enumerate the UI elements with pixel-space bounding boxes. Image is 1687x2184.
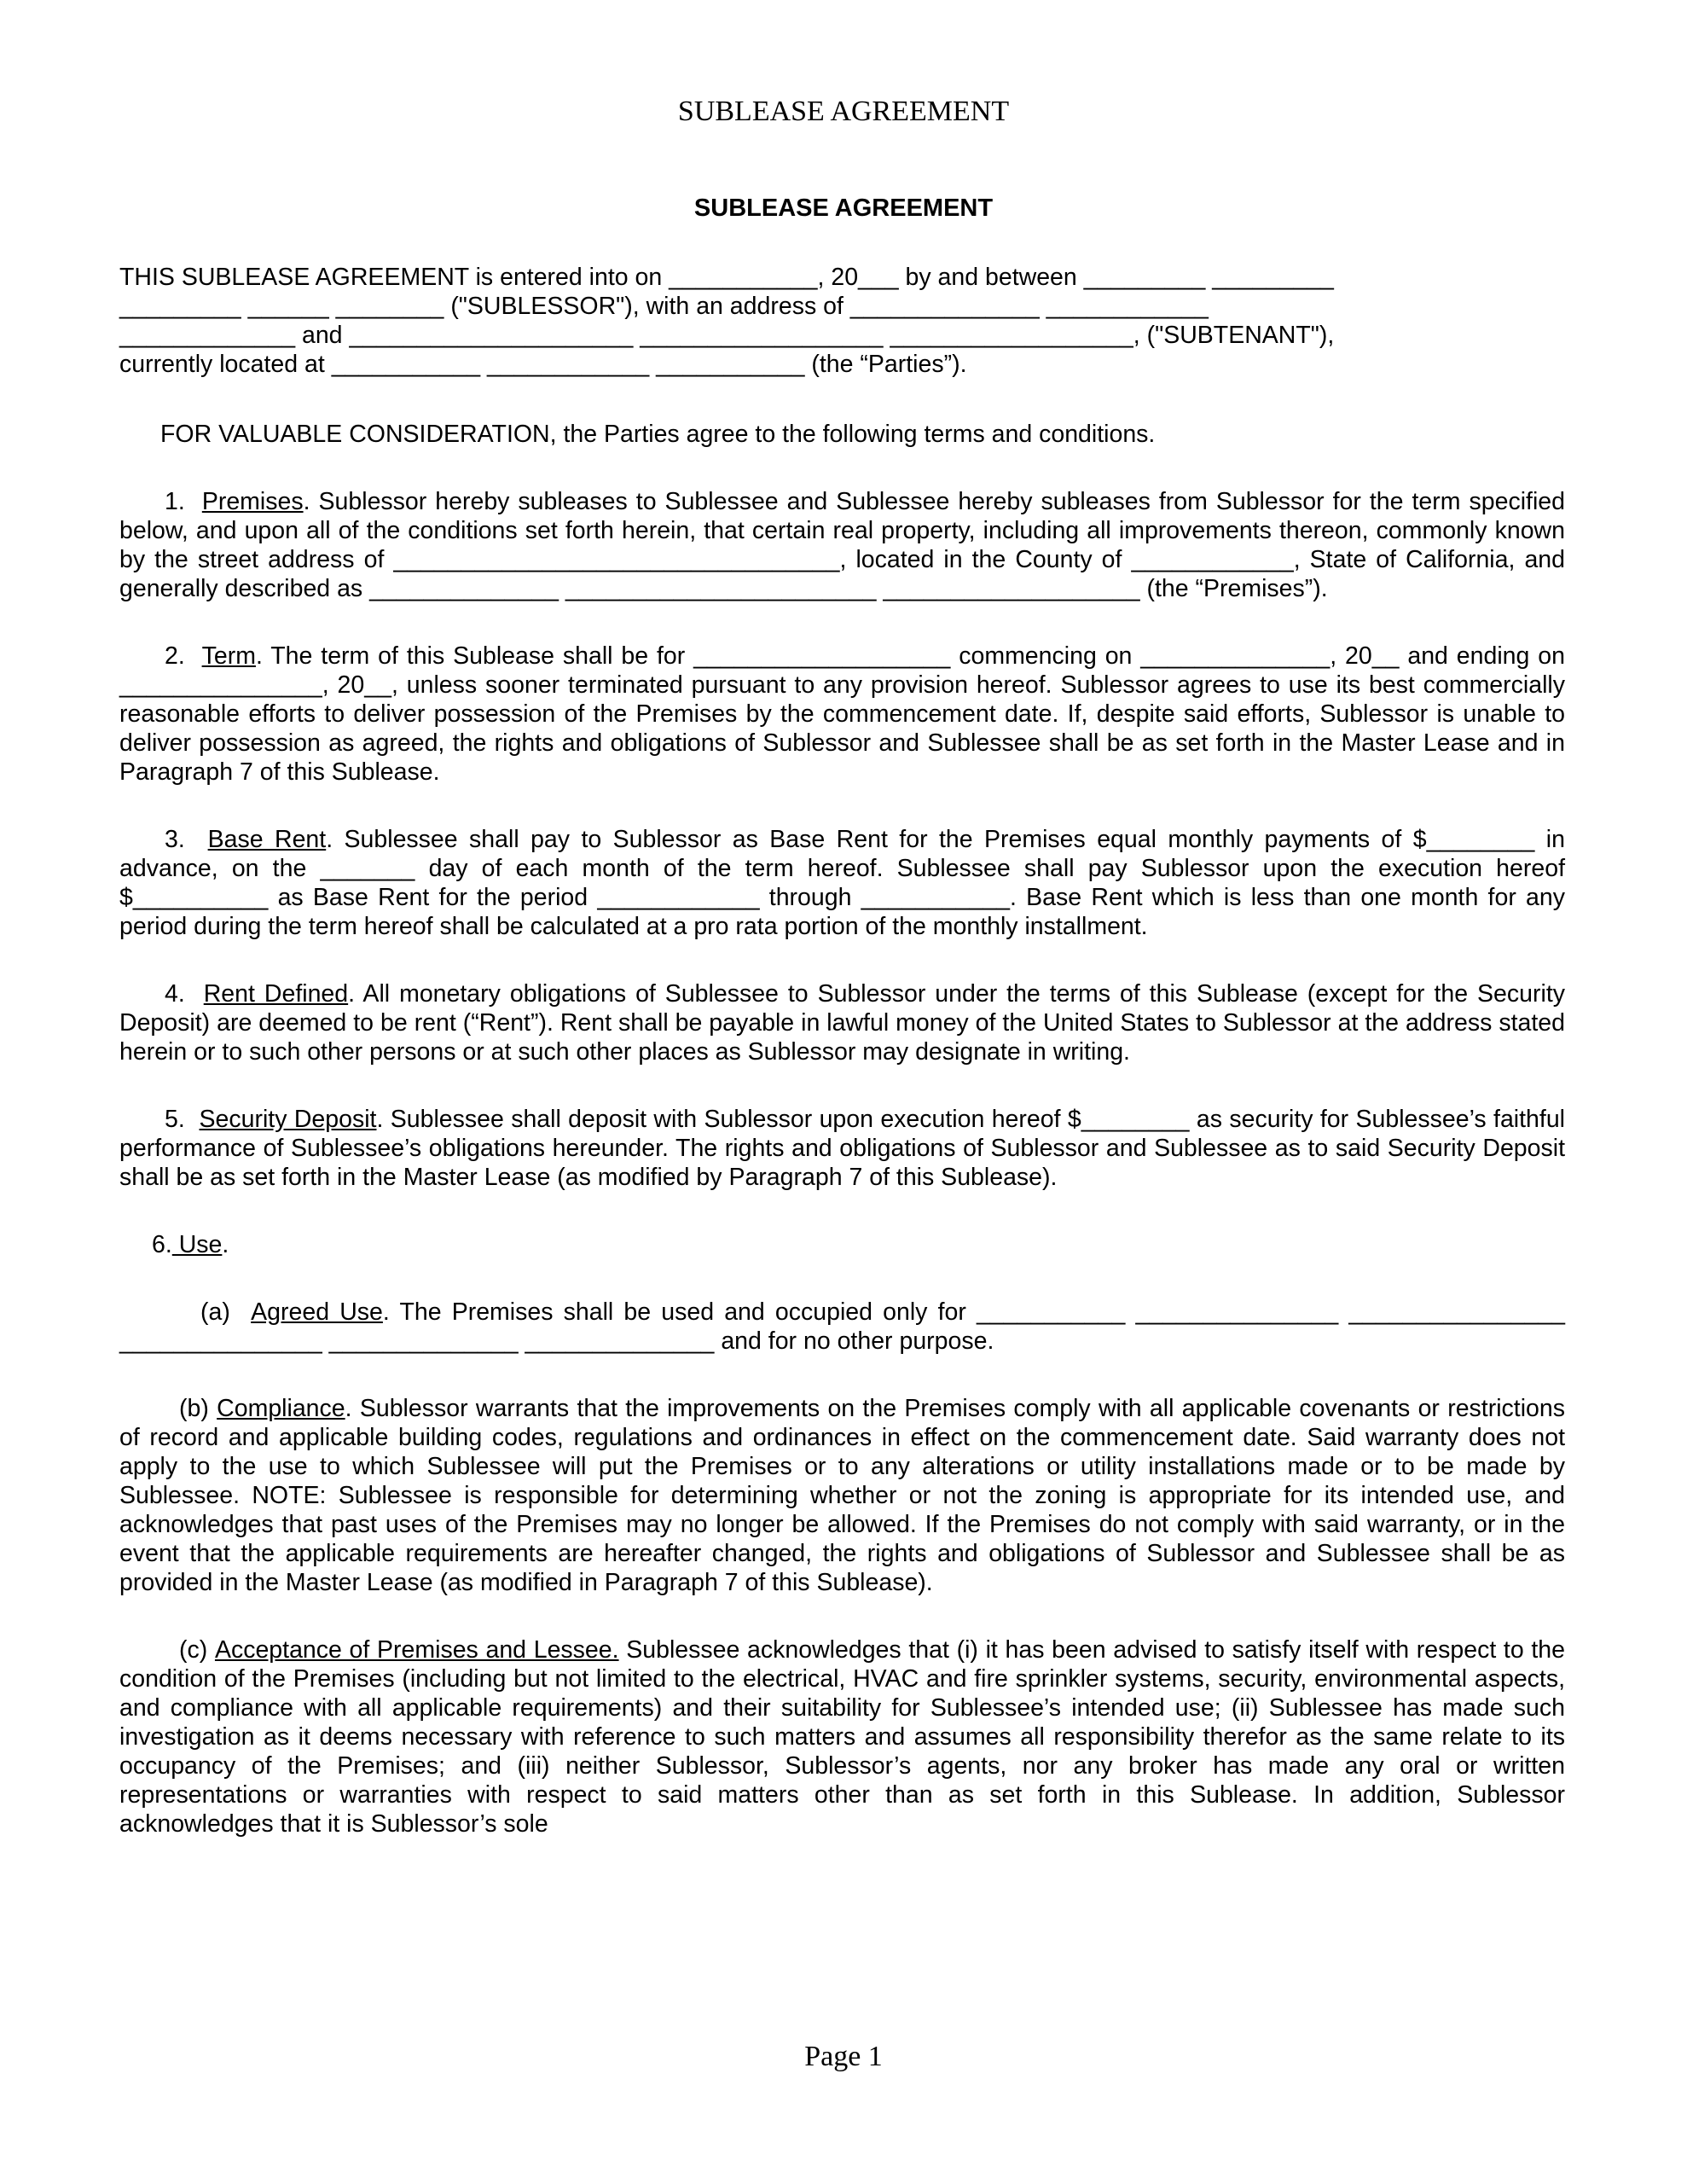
subsection-compliance — [119, 1394, 1565, 1597]
subsection-acceptance — [119, 1635, 1565, 1838]
section-text: . All monetary obligations of Sublessee to Sublessor under the terms of this Sublease (except for the Security Deposit) are deemed to be rent (“Rent”). Rent shall be payable in lawful money of the United States to Sublessor at the address stated herein or to such other persons or at such other places as Sublessor may designate in writing. — [119, 980, 1565, 1066]
subsection-text: . Sublessor warrants that the improvements on the Premises comply with all applicable covenants or restrictions of record and applicable building codes, regulations and ordinances in effect on the commencement date. Said warranty does not apply to the use to which Sublessee will put the Premises or to any alterations or utility installations made or to be made by Sublessee. NOTE: Sublessee is responsible for determining whether or not the zoning is appropriate for its intended use, and acknowledges that past uses of the Premises may no longer be allowed. If the Premises do not comply with said warranty, or in the event that the applicable requirements are hereafter changed, the rights and obligations of Sublessor and Sublessee shall be as provided in the Master Lease (as modified in Paragraph 7 of this Sublease). — [119, 1395, 1565, 1596]
subsection-heading: Compliance — [217, 1395, 345, 1422]
subsection-heading: Agreed Use — [251, 1298, 383, 1326]
section-number: 3. — [165, 826, 185, 853]
subsection-text: Sublessee acknowledges that (i) it has been advised to satisfy itself with respect to the condition of the Premises (including but not limited to the electrical, HVAC and fire sprinkler systems, security, environmental aspects, and compliance with all applicable requirements) and their suitability for Sublessee’s intended use; (ii) Sublessee has made such investigation as it deems necessary with reference to such matters and assumes all responsibility therefor as the same relate to its occupancy of the Premises; and (iii) neither Sublessor, Sublessor’s agents, nor any broker has made any oral or written representations or warranties with respect to said matters other than as set forth in this Sublease. In addition, Sublessor acknowledges that it is Sublessor’s sole — [119, 1636, 1566, 1838]
section-number: 4. — [165, 980, 185, 1008]
section-heading: Use — [171, 1231, 223, 1258]
section-number: 6. — [152, 1231, 172, 1258]
subsection-heading: Acceptance of Premises and Lessee. — [214, 1636, 619, 1664]
consideration-paragraph: FOR VALUABLE CONSIDERATION, the Parties agree to the following terms and conditions. — [160, 421, 1156, 448]
section-rent-defined — [119, 979, 1565, 1066]
intro-line-4: currently located at ___________ ____________ ___________ (the “Parties”). — [119, 351, 967, 378]
section-text: . The term of this Sublease shall be for ___________________ commencing on ______________, 20__ and ending on _______________, 20__, unless sooner terminated pursuant to any provision hereof. Sublessor agrees to use its best commercially reasonable efforts to deliver possession of the Premises by the commencement date. If, despite said efforts, Sublessor is unable to deliver possession as agreed, the rights and obligations of Sublessor and Sublessee shall be as set forth in the Master Lease and in Paragraph 7 of this Sublease. — [119, 642, 1565, 786]
section-heading: Premises — [201, 488, 304, 515]
section-premises — [119, 487, 1565, 603]
page-number: Page 1 — [804, 2041, 883, 2072]
section-heading: Rent Defined — [203, 980, 349, 1008]
section-text: . Sublessee shall pay to Sublessor as Base Rent for the Premises equal monthly payments of $________ in advance, on the _______ day of each month of the term hereof. Sublessee shall pay Sublessor upon the execution hereof $__________ as Base Rent for the period ____________ through ___________. Base Rent which is less than one month for any period during the term hereof shall be calculated at a pro rata portion of the monthly installment. — [119, 826, 1565, 940]
section-text: . — [222, 1231, 229, 1258]
section-use — [119, 1230, 1565, 1259]
document-title: SUBLEASE AGREEMENT — [693, 195, 994, 222]
subsection-number: (a) — [200, 1298, 230, 1326]
subsection-number: (c) — [179, 1636, 208, 1664]
section-heading: Base Rent — [207, 826, 327, 853]
section-number: 1. — [165, 488, 185, 515]
subsection-number: (b) — [179, 1395, 209, 1422]
document-body — [119, 263, 1565, 1838]
section-heading: Security Deposit — [199, 1106, 377, 1133]
section-heading: Term — [201, 642, 256, 670]
section-base-rent — [119, 825, 1565, 941]
section-number: 5. — [165, 1106, 185, 1133]
section-security-deposit — [119, 1105, 1565, 1192]
intro-line-2: _________ ______ ________ ("SUBLESSOR"), with an address of ______________ ____________ — [119, 293, 1209, 320]
subsection-agreed-use — [119, 1298, 1565, 1356]
section-term — [119, 642, 1565, 787]
intro-line-1: THIS SUBLEASE AGREEMENT is entered into on ___________, 20___ by and between _________ _________ — [119, 264, 1334, 291]
intro-line-3: _____________ and _____________________ __________________ __________________, ("SUBTENANT"), — [119, 322, 1335, 349]
subsection-text: . The Premises shall be used and occupied only for ___________ _______________ ________________ _______________ ______________ ______________ and for no other purpose. — [119, 1298, 1565, 1355]
section-number: 2. — [165, 642, 185, 670]
intro-paragraph — [119, 263, 1565, 379]
section-text: . Sublessor hereby subleases to Sublessee and Sublessee hereby subleases from Sublessor for the term specified below, and upon all of the conditions set forth herein, that certain real property, including all improvements thereon, commonly known by the street address of _________________________________, located in the County of ____________, State of California, and generally described as ______________ _______________________ ___________________ (the “Premises”). — [119, 488, 1565, 602]
running-header: SUBLEASE AGREEMENT — [677, 96, 1010, 127]
section-text: . Sublessee shall deposit with Sublessor upon execution hereof $________ as security for Sublessee’s faithful performance of Sublessee’s obligations hereunder. The rights and obligations of Sublessor and Sublessee as to said Security Deposit shall be as set forth in the Master Lease (as modified by Paragraph 7 of this Sublease). — [119, 1106, 1566, 1191]
